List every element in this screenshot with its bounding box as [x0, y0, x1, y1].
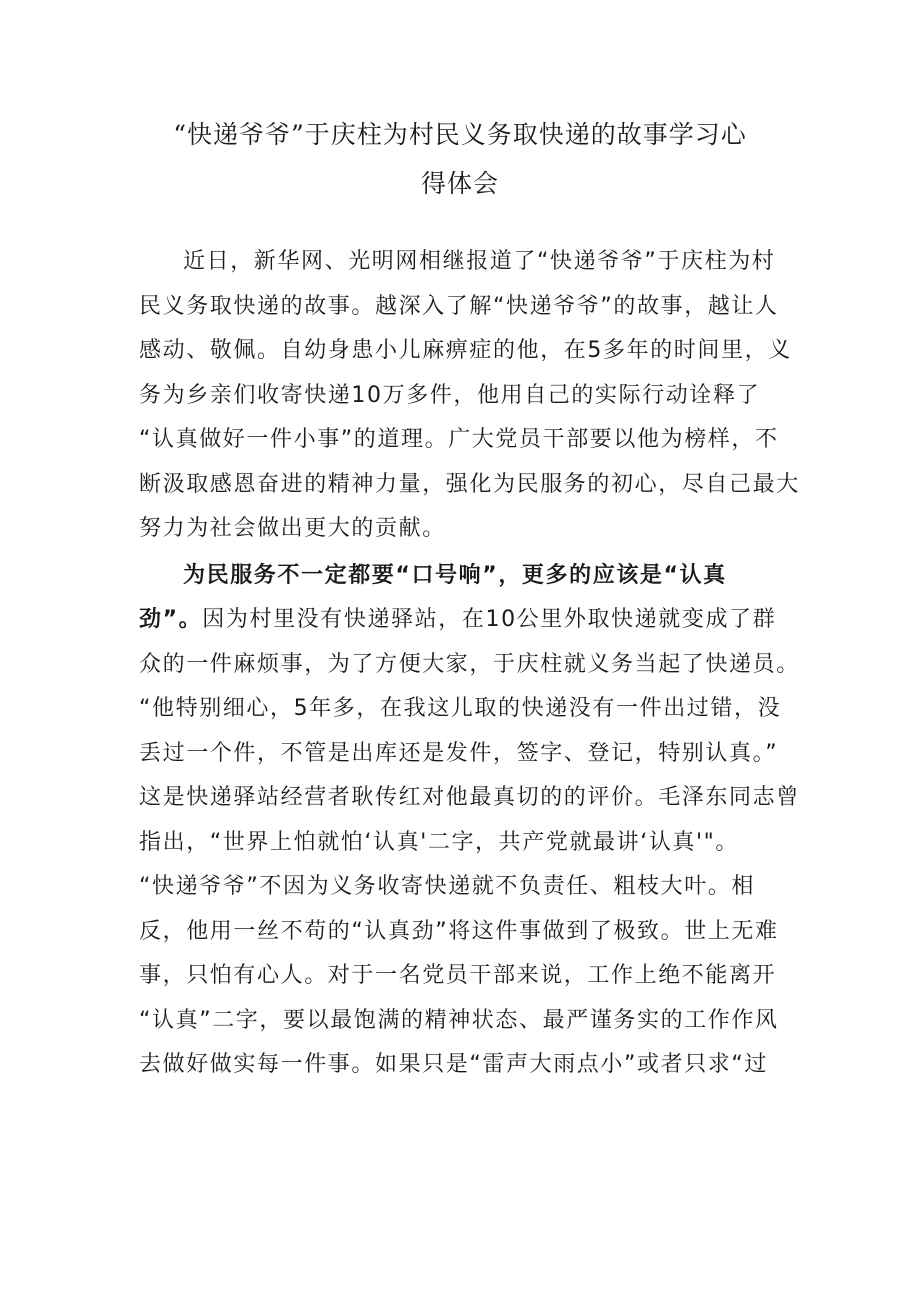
paragraph-service: [139, 554, 800, 1088]
paragraph-line-rest: 因为村里没有快递驿站，在10公里外取快递就变成了群: [202, 607, 777, 632]
paragraph-line: 反，他用一丝不苟的“认真劲”将这件事做到了极致。世上无难: [139, 918, 779, 944]
paragraph-line: 务为乡亲们收寄快递10万多件，他用自己的实际行动诠释了: [139, 382, 761, 408]
paragraph-line: 事，只怕有心人。对于一名党员干部来说，工作上绝不能离开: [139, 963, 777, 988]
paragraph-line: 努力为社会做出更大的贡献。: [139, 516, 446, 541]
paragraph-line: 这是快递驿站经营者耿传红对他最真切的的评价。毛泽东同志曾: [139, 785, 800, 810]
paragraph-line: 众的一件麻烦事，为了方便大家，于庆柱就义务当起了快递员。: [139, 651, 800, 677]
section-heading: 为民服务不一定都要“口号响”，更多的应该是“认真: [183, 562, 727, 588]
paragraph-line: 去做好做实每一件事。如果只是“雷声大雨点小”或者只求“过: [139, 1052, 768, 1077]
paragraph-line: [139, 598, 789, 643]
paragraph-line: “快递爷爷”不因为义务收寄快递就不负责任、粗枝大叶。相: [139, 874, 755, 899]
paragraph-line: 丢过一个件，不管是出库还是发件，签字、登记，特别认真。”: [139, 740, 779, 766]
title-line-1: “快递爷爷”于庆柱为村民义务取快递的故事学习心: [173, 120, 747, 149]
paragraph-line: 断汲取感恩奋进的精神力量，强化为民服务的初心，尽自己最大: [139, 471, 800, 497]
paragraph-line: “他特别细心，5年多，在我这儿取的快递没有一件出过错，没: [139, 696, 782, 721]
paragraph-line: 指出，“世界上怕就怕‘认真'二字，共产党就最讲‘认真'"。: [139, 829, 740, 855]
paragraph-line: 感动、敬佩。自幼身患小儿麻痹症的他，在5多年的时间里，义: [139, 338, 792, 363]
paragraph-line: 近日，新华网、光明网相继报道了“快递爷爷”于庆柱为村: [183, 249, 776, 274]
paragraph-intro: [139, 240, 800, 552]
document-body: [139, 240, 800, 1088]
section-heading-end: 劲”。: [139, 607, 203, 632]
paragraph-line: “认真做好一件小事”的道理。广大党员干部要以他为榜样，不: [139, 427, 779, 452]
paragraph-line: “认真”二字，要以最饱满的精神状态、最严谨务实的工作作风: [139, 1007, 779, 1033]
title-line-2: 得体会: [420, 169, 499, 198]
paragraph-line: 民义务取快递的故事。越深入了解“快递爷爷”的故事，越让人: [139, 293, 779, 319]
document-title: [110, 110, 810, 208]
